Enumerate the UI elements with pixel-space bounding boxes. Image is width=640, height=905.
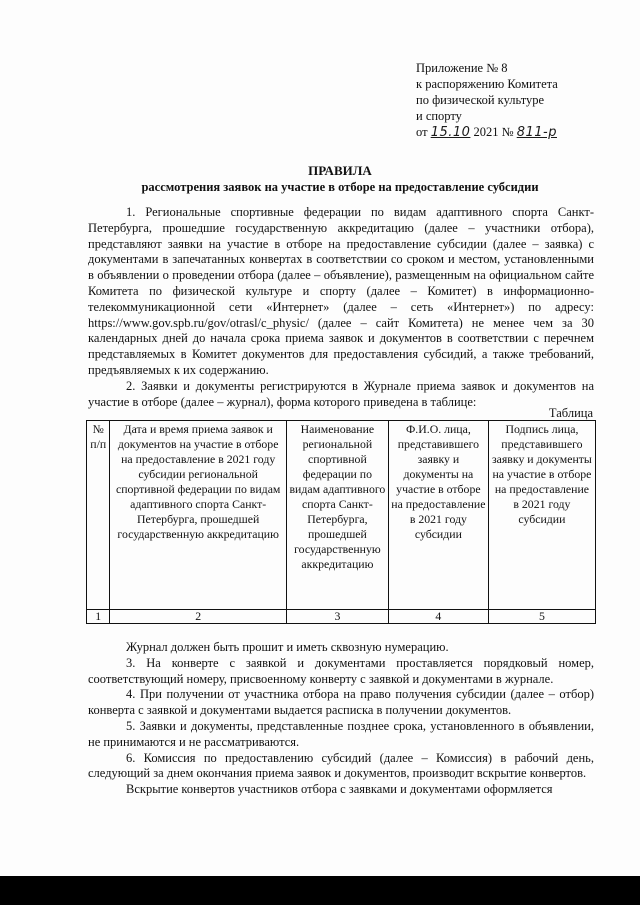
header-number: № п/п (87, 421, 110, 610)
header-date: Дата и время приема заявок и документов на участие в отборе на предоставление в 2021 году субсидии региональной спортивной федерации по видам адаптивного спорта Санкт-Петербурга, прошедшей государственную аккредитацию (110, 421, 286, 610)
paragraph-2: 2. Заявки и документы регистрируются в Журнале приема заявок и документов на участие в отборе (далее – журнал), форма которого приведена в таблице: (88, 378, 594, 409)
table-header-row (87, 421, 596, 610)
paragraph-6: 6. Комиссия по предоставлению субсидий (далее – Комиссия) в рабочий день, следующий за днем окончания приема заявок и документов, производит вскрытие конвертов. (88, 750, 594, 781)
appendix-line-4: и спорту (416, 109, 462, 123)
header-fio: Ф.И.О. лица, представившего заявку и документы на участие в отборе на предоставление в 2021 году субсидии (388, 421, 488, 610)
body-top (88, 205, 594, 410)
col-number-5: 5 (488, 610, 595, 624)
col-number-4: 4 (388, 610, 488, 624)
date-prefix: от (416, 125, 428, 139)
paragraph-5: 5. Заявки и документы, представленные позднее срока, установленного в объявлении, не принимаются и не рассматриваются. (88, 718, 594, 749)
handwritten-date: 15.10 (430, 125, 471, 140)
scan-bottom-edge (0, 876, 640, 905)
appendix-date-line (416, 124, 616, 141)
paragraph-3: 3. На конверте с заявкой и документами проставляется порядковый номер, соответствующий номеру, присвоенному конверту с заявкой и документами в журнале. (88, 655, 594, 686)
appendix-line-2: к распоряжению Комитета (416, 77, 558, 91)
title-main: ПРАВИЛА (308, 163, 372, 178)
paragraph-opening: Вскрытие конвертов участников отбора с заявками и документами оформляется (126, 782, 553, 797)
table-caption: Таблица (548, 406, 593, 420)
col-number-1: 1 (87, 610, 110, 624)
appendix-block (416, 60, 616, 141)
appendix-line-1: Приложение № 8 (416, 61, 508, 75)
paragraph-4: 4. При получении от участника отбора на право получения субсидии (далее – отбор) конверта с заявкой и документами выдается расписка в получении документов. (88, 687, 594, 718)
header-federation: Наименование региональной спортивной федерации по видам адаптивного спорта Санкт-Петербурга, прошедшей государственную аккредитацию (286, 421, 388, 610)
handwritten-number: 811-р (516, 125, 557, 140)
title-subtitle: рассмотрения заявок на участие в отборе на предоставление субсидии (141, 180, 539, 194)
col-number-2: 2 (110, 610, 286, 624)
paragraph-journal: Журнал должен быть прошит и иметь сквозную нумерацию. (126, 640, 449, 654)
document-title (60, 163, 620, 195)
appendix-line-3: по физической культуре (416, 93, 545, 107)
header-signature: Подпись лица, представившего заявку и документы на участие в отборе на предоставление в 2021 году субсидии (488, 421, 595, 610)
body-bottom (88, 640, 594, 798)
journal-table (86, 420, 596, 624)
date-year: 2021 № (473, 125, 514, 139)
paragraph-1: 1. Региональные спортивные федерации по видам адаптивного спорта Санкт-Петербурга, прошедшие государственную аккредитацию (далее – участники отбора), представляют заявки на участие в отборе на предоставление субсидии (далее – заявка) с документами в запечатанных конвертах в соответствии со сроком и местом, установленными в объявлении о проведении отбора (далее – объявление), размещенным на официальном сайте Комитета по физической культуре и спорту (далее – Комитет) в информационно-телекоммуникационной сети «Интернет» (далее – сеть «Интернет») по адресу: https://www.gov.spb.ru/gov/otrasl/c_physic/ (далее – сайт Комитета) не менее чем за 30 календарных дней до начала срока приема заявок и документов в соответствии с перечнем представляемых в Комитет документов для предоставления субсидий, а также требований, предъявляемых к их содержанию. (88, 205, 594, 377)
table-row (87, 610, 596, 624)
col-number-3: 3 (286, 610, 388, 624)
